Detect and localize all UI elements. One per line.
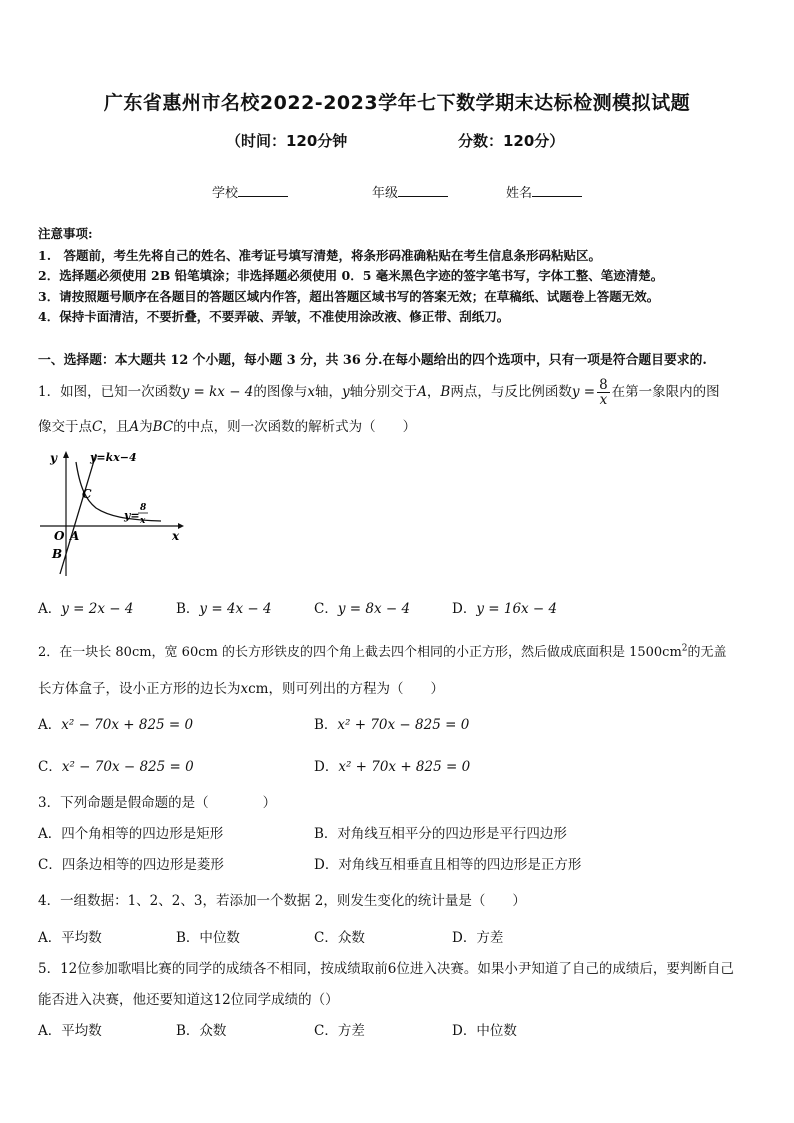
- name-label: 姓名: [506, 186, 533, 201]
- q1-inverse-function: y =: [571, 384, 596, 400]
- option-letter: D．: [314, 759, 339, 775]
- q1-text: ，且: [102, 419, 130, 435]
- graph-curve-numerator: 8: [140, 503, 147, 513]
- q1-option-b[interactable]: [176, 597, 272, 617]
- q4-option-b[interactable]: B．中位数: [176, 930, 240, 946]
- q2-option-b[interactable]: [314, 713, 469, 733]
- graph-point-a: A: [70, 529, 80, 543]
- option-letter: D．: [452, 601, 477, 617]
- question-1-line-2: [38, 415, 416, 435]
- q2-text: 长方体盒子，设小正方形的边长为: [38, 681, 241, 697]
- graph-point-b: B: [52, 547, 63, 561]
- question-5-line-1: 5．12位参加歌唱比赛的同学的成绩各不相同，按成绩取前6位进入决赛。如果小尹知道了自己的成绩后，要判断自己: [38, 961, 734, 977]
- note-item: 3．请按照题号顺序在各题目的答题区域内作答，超出答题区域书写的答案无效；在草稿纸、试题卷上答题无效。: [38, 289, 660, 304]
- question-2-line-2: [38, 677, 444, 697]
- q3-option-b[interactable]: B．对角线互相平分的四边形是平行四边形: [314, 826, 567, 842]
- q1-text: 轴分别交于: [349, 384, 418, 400]
- q1-text: 两点，与反比例函数: [450, 384, 572, 400]
- exam-time: （时间：120分钟: [226, 132, 348, 150]
- q1-linear-function: y = kx − 4: [181, 384, 254, 400]
- q2-option-a[interactable]: [38, 713, 193, 733]
- graph-y-label: y: [50, 451, 57, 465]
- q1-graph: [36, 448, 186, 580]
- q2-superscript: 2: [681, 643, 688, 654]
- q1-option-a[interactable]: [38, 597, 133, 617]
- section-heading: 一、选择题：本大题共 12 个小题，每小题 3 分，共 36 分.在每小题给出的四个选项中，只有一项是符合题目要求的.: [38, 353, 707, 368]
- note-item: 4．保持卡面清洁，不要折叠，不要弄破、弄皱，不准使用涂改液、修正带、刮纸刀。: [38, 309, 510, 324]
- name-field: [506, 182, 582, 201]
- option-text: y = 2x − 4: [61, 601, 134, 617]
- q1-text: 轴，: [315, 384, 343, 400]
- school-field: [212, 182, 288, 201]
- note-item: 2．选择题必须使用 2B 铅笔填涂；非选择题必须使用 0．5 毫米黑色字迹的签字笔书写，字体工整、笔迹清楚。: [38, 268, 664, 283]
- graph-curve-label: y=: [124, 509, 140, 522]
- q4-option-d[interactable]: D．方差: [452, 930, 504, 946]
- option-letter: A．: [38, 717, 62, 733]
- name-blank: [532, 184, 582, 197]
- option-text: x² − 70x − 825 = 0: [61, 759, 194, 775]
- q1-text: 的中点，则一次函数的解析式为（ ）: [173, 419, 417, 435]
- q1-text: ，: [426, 384, 441, 400]
- graph-origin: O: [54, 529, 65, 543]
- q2-variable: x: [240, 681, 249, 697]
- q1-option-c[interactable]: [314, 597, 410, 617]
- q1-fraction: [597, 378, 610, 407]
- option-text: y = 8x − 4: [337, 601, 411, 617]
- q2-option-c[interactable]: [38, 755, 194, 775]
- q5-option-c[interactable]: C．方差: [314, 1023, 365, 1039]
- page-title: 广东省惠州市名校2022-2023学年七下数学期末达标检测模拟试题: [103, 92, 691, 114]
- q2-option-d[interactable]: [314, 755, 470, 775]
- school-label: 学校: [212, 186, 239, 201]
- notes-heading: 注意事项:: [38, 226, 93, 241]
- graph-point-c: C: [82, 487, 92, 501]
- fraction-denominator: x: [599, 392, 608, 408]
- q1-y-axis: y: [342, 384, 350, 400]
- y-axis-arrow: [63, 451, 69, 458]
- q1-point-b: B: [440, 384, 451, 400]
- option-letter: C．: [314, 601, 338, 617]
- q2-text: cm，则可列出的方程为（ ）: [248, 681, 444, 697]
- grade-label: 年级: [372, 186, 399, 201]
- exam-score: 分数：120分）: [458, 132, 565, 150]
- graph-line-label: y=kx−4: [90, 451, 137, 464]
- q1-x-axis: x: [307, 384, 316, 400]
- question-5-line-2: 能否进入决赛，他还要知道这12位同学成绩的（）: [38, 992, 339, 1008]
- q1-option-d[interactable]: [452, 597, 557, 617]
- option-letter: A．: [38, 601, 62, 617]
- q5-option-d[interactable]: D．中位数: [452, 1023, 517, 1039]
- option-text: x² + 70x − 825 = 0: [337, 717, 470, 733]
- q5-option-b[interactable]: B．众数: [176, 1023, 227, 1039]
- q1-point-a: A: [417, 384, 427, 400]
- option-text: y = 16x − 4: [476, 601, 558, 617]
- q4-option-c[interactable]: C．众数: [314, 930, 365, 946]
- question-3-stem: 3．下列命题是假命题的是（ ）: [38, 795, 277, 811]
- q5-option-a[interactable]: A．平均数: [38, 1023, 102, 1039]
- option-text: x² + 70x + 825 = 0: [338, 759, 471, 775]
- option-text: y = 4x − 4: [199, 601, 272, 617]
- q3-option-c[interactable]: C．四条边相等的四边形是菱形: [38, 857, 224, 873]
- question-4-stem: 4．一组数据：1、2、2、3，若添加一个数据 2，则发生变化的统计量是（ ）: [38, 893, 526, 909]
- q1-text: 为: [139, 419, 153, 435]
- q1-text: 在第一象限内的图: [611, 384, 720, 400]
- q4-option-a[interactable]: A．平均数: [38, 930, 102, 946]
- q1-text: 1．如图，已知一次函数: [38, 384, 182, 400]
- option-letter: B．: [314, 717, 338, 733]
- q3-option-a[interactable]: A．四个角相等的四边形是矩形: [38, 826, 224, 842]
- q1-text: 像交于点: [38, 419, 92, 435]
- graph-curve-denominator: x: [140, 516, 146, 526]
- note-item: 1. 答题前，考生先将自己的姓名、准考证号填写清楚，将条形码准确粘贴在考生信息条形码粘贴区。: [38, 248, 602, 263]
- school-blank: [238, 184, 288, 197]
- q1-segment-bc: BC: [152, 419, 174, 435]
- fraction-numerator: 8: [599, 377, 608, 393]
- q1-text: 的图像与: [253, 384, 308, 400]
- option-letter: B．: [176, 601, 200, 617]
- option-letter: C．: [38, 759, 62, 775]
- q3-option-d[interactable]: D．对角线互相垂直且相等的四边形是正方形: [314, 857, 582, 873]
- q1-point-a: A: [129, 419, 140, 435]
- option-text: x² − 70x + 825 = 0: [61, 717, 194, 733]
- question-1-line-1: [38, 378, 720, 407]
- q2-text: 的无盖: [687, 645, 727, 660]
- q1-point-c: C: [92, 419, 103, 435]
- grade-field: [372, 182, 448, 201]
- question-2-line-1: [38, 641, 727, 660]
- grade-blank: [398, 184, 448, 197]
- q2-text: 2．在一块长 80cm，宽 60cm 的长方形铁皮的四个角上截去四个相同的小正方形，然后做成底面积是 1500cm: [38, 645, 682, 660]
- graph-x-label: x: [172, 529, 180, 543]
